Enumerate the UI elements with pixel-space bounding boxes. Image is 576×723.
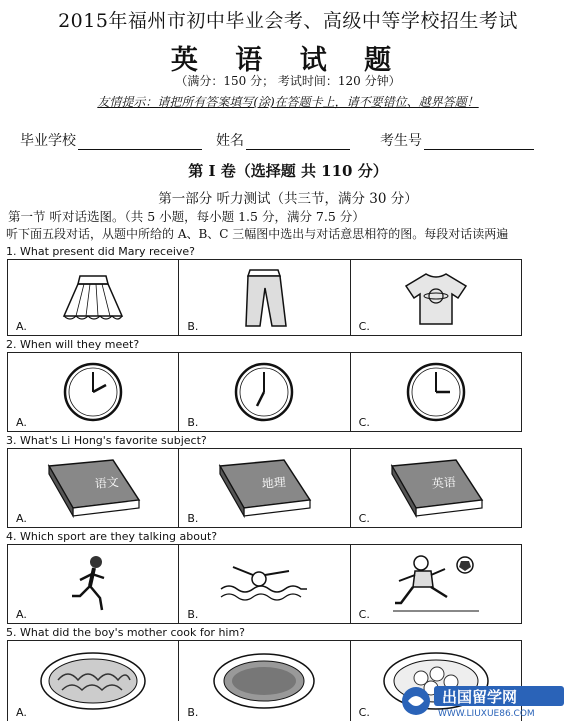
running-icon (68, 554, 118, 614)
option-b[interactable] (179, 641, 350, 721)
paper-title: 英 语 试 题 (170, 45, 406, 76)
question-2: 2. When will they meet? (6, 338, 140, 351)
question-1-options (7, 259, 522, 336)
option-label: B. (187, 512, 199, 525)
question-3-options (7, 448, 522, 528)
question-4: 4. Which sport are they talking about? (6, 530, 218, 543)
option-c[interactable] (351, 260, 521, 335)
clock-icon (405, 361, 467, 423)
option-c[interactable] (351, 449, 521, 527)
book-icon (386, 456, 486, 520)
watermark-title: 出国留学网 (442, 688, 518, 706)
book-icon (43, 456, 143, 520)
book-icon (214, 456, 314, 520)
swimming-icon (219, 561, 309, 607)
option-a[interactable] (8, 545, 179, 623)
option-label: C. (358, 416, 370, 429)
option-label: B. (187, 706, 199, 719)
option-a[interactable] (8, 449, 179, 527)
exam-meta: （满分：150 分； 考试时间：120 分钟） (175, 74, 401, 88)
football-icon (391, 553, 481, 615)
option-c[interactable] (351, 545, 521, 623)
name-label: 姓名 (216, 133, 244, 149)
option-b[interactable] (179, 353, 350, 431)
plate-icon (209, 650, 319, 712)
exam-no-field[interactable] (380, 130, 534, 150)
option-label: B. (187, 608, 199, 621)
exam-title: 2015年福州市初中毕业会考、高级中等学校招生考试 (58, 10, 518, 32)
option-a[interactable] (8, 641, 179, 721)
question-1: 1. What present did Mary receive? (6, 245, 196, 258)
part-title: 第 I 卷（选择题 共 110 分） (188, 162, 388, 180)
plate-icon (38, 650, 148, 712)
notice: 友情提示：请把所有答案填写(涂)在答题卡上，请不要错位、越界答题！ (97, 95, 479, 109)
question-5: 5. What did the boy's mother cook for him? (6, 626, 246, 639)
option-label: B. (187, 320, 199, 333)
clock-icon (233, 361, 295, 423)
question-3: 3. What's Li Hong's favorite subject? (6, 434, 207, 447)
option-label: A. (16, 320, 27, 333)
option-label: C. (358, 320, 370, 333)
instructions: 听下面五段对话，从题中所给的 A、B、C 三幅图中选出与对话意思相符的图。每段对话读两遍 (6, 227, 509, 241)
school-field[interactable] (20, 130, 202, 150)
option-label: A. (16, 416, 27, 429)
option-label: C. (358, 706, 370, 719)
book-label: 语文 (94, 474, 120, 491)
candidate-fields (20, 130, 560, 150)
option-label: C. (358, 608, 370, 621)
option-label: C. (358, 512, 370, 525)
clock-icon (62, 361, 124, 423)
option-label: A. (16, 608, 27, 621)
option-a[interactable] (8, 260, 179, 335)
section-heading: 第一节 听对话选图。（共 5 小题，每小题 1.5 分，满分 7.5 分） (8, 209, 365, 224)
option-label: B. (187, 416, 199, 429)
section-title: 第一部分 听力测试（共三节，满分 30 分） (158, 191, 418, 207)
question-2-options (7, 352, 522, 432)
book-label: 英语 (431, 474, 457, 491)
watermark-url: WWW.LIUXUE86.COM (438, 709, 535, 719)
option-a[interactable] (8, 353, 179, 431)
option-label: A. (16, 706, 27, 719)
name-field[interactable] (216, 130, 350, 150)
option-b[interactable] (179, 545, 350, 623)
option-b[interactable] (179, 449, 350, 527)
trousers-icon (234, 266, 294, 330)
watermark-logo (400, 683, 570, 719)
option-label: A. (16, 512, 27, 525)
option-b[interactable] (179, 260, 350, 335)
skirt-icon (58, 270, 128, 326)
tshirt-icon (400, 268, 472, 328)
exam-no-label: 考生号 (380, 133, 422, 149)
question-4-options (7, 544, 522, 624)
book-label: 地理 (261, 474, 287, 491)
option-c[interactable] (351, 353, 521, 431)
school-label: 毕业学校 (20, 133, 76, 149)
